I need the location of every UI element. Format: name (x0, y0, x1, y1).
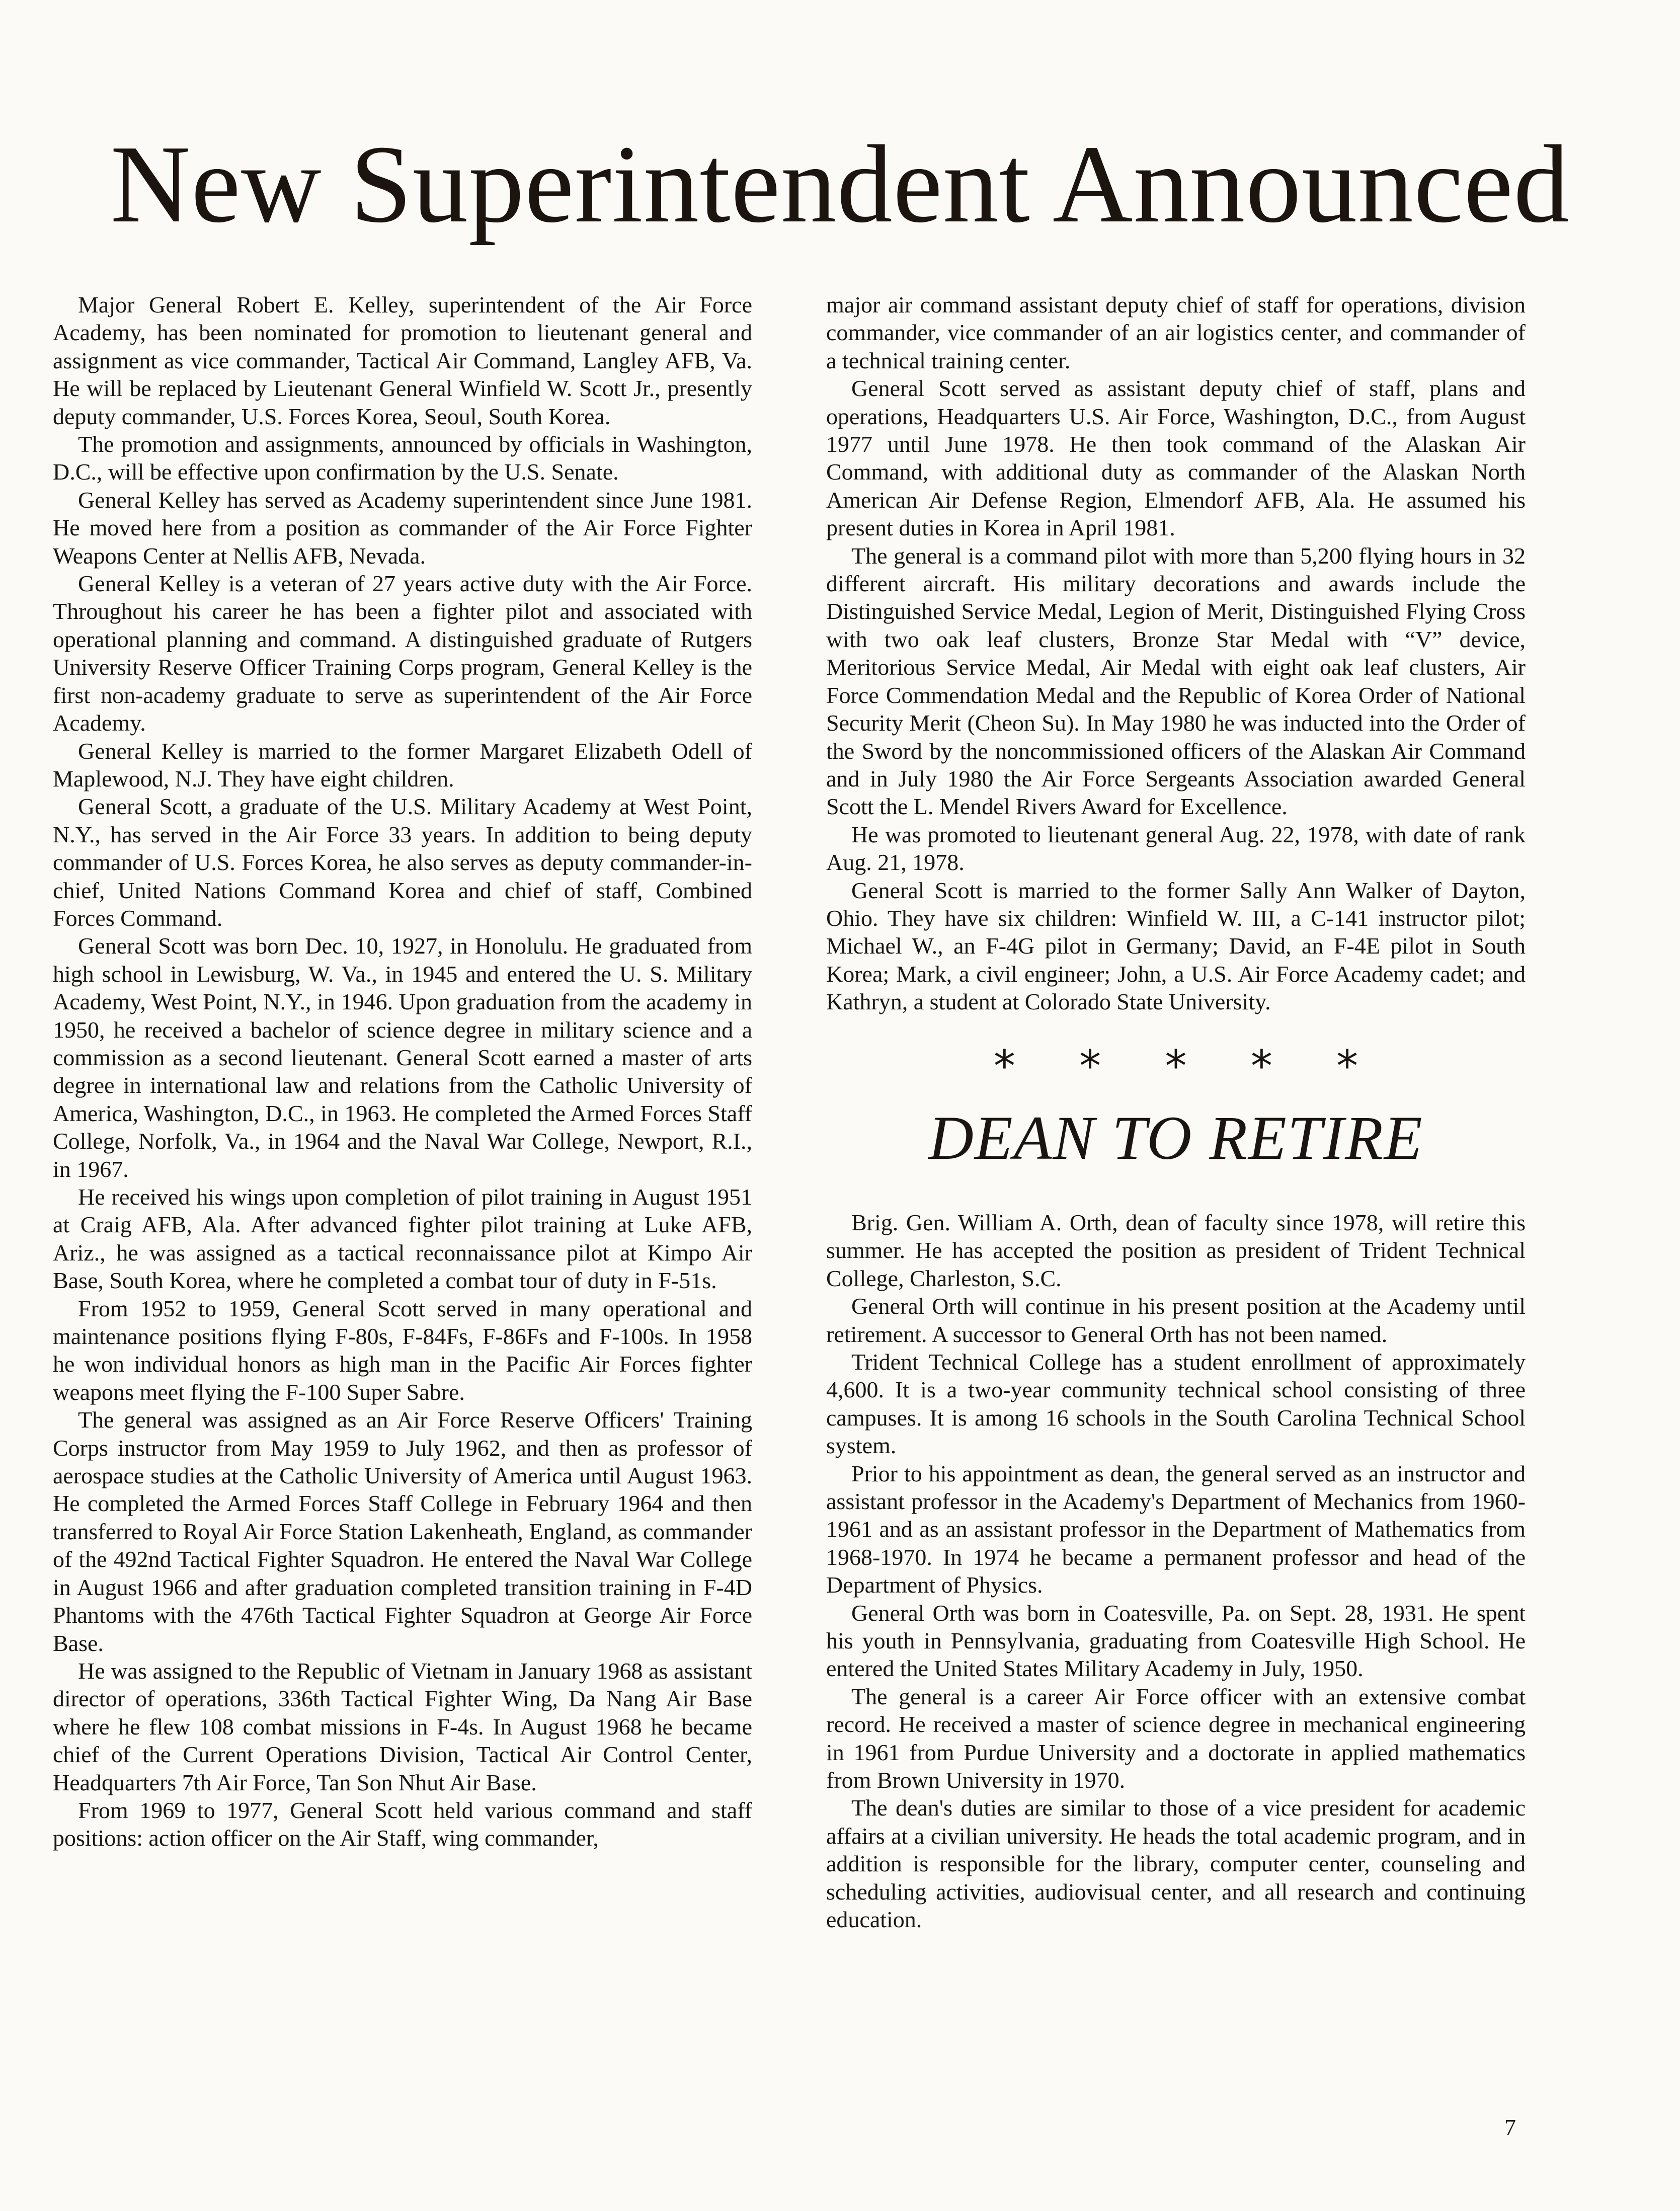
section-heading: DEAN TO RETIRE (928, 1103, 1423, 1172)
article-paragraph: General Scott served as assistant deputy chief of staff, plans and operations, Headquarters U.S. Air Force, Washington, D.C., from August 1977 until June 1978. He then took command of the Alaskan Air Command, with additional duty as commander of the Alaskan North American Air Defense Region, Elmendorf AFB, Ala. He assumed his present duties in Korea in April 1981. (826, 375, 1526, 541)
article-paragraph: From 1952 to 1959, General Scott served in many operational and maintenance positions flying F-80s, F-84Fs, F-86Fs and F-100s. In 1958 he won individual honors as high man in the Pacific Air Forces fighter weapons meet flying the F-100 Super Sabre. (53, 1295, 752, 1405)
dean-article-paragraph: The dean's duties are similar to those of a vice president for academic affairs at a civilian university. He heads the total academic program, and in addition is responsible for the library, computer center, counseling and scheduling activities, audiovisual center, and all research and continuing education. (826, 1795, 1526, 1933)
article-paragraph: The general was assigned as an Air Force Reserve Officers' Training Corps instructor from May 1959 to July 1962, and then as professor of aerospace studies at the Catholic University of America until August 1963. He completed the Armed Forces Staff College in February 1964 and then transferred to Royal Air Force Station Lakenheath, England, as commander of the 492nd Tactical Fighter Squadron. He entered the Naval War College in August 1966 and after graduation completed transition training in F-4D Phantoms with the 476th Tactical Fighter Squadron at George Air Force Base. (53, 1407, 752, 1656)
page-number: 7 (1504, 2114, 1516, 2140)
left-column (53, 291, 752, 1852)
section-separator: * * * * * (993, 1041, 1384, 1091)
right-column (826, 291, 1526, 1934)
dean-article-paragraph: General Orth will continue in his present position at the Academy until retirement. A successor to General Orth has not been named. (826, 1293, 1526, 1347)
page-title: New Superintendent Announced (110, 122, 1570, 246)
article-paragraph: General Scott is married to the former Sally Ann Walker of Dayton, Ohio. They have six children: Winfield W. III, a C-141 instructor pilot; Michael W., an F-4G pilot in Germany; David, an F-4E pilot in South Korea; Mark, a civil engineer; John, a U.S. Air Force Academy cadet; and Kathryn, a student at Colorado State University. (826, 877, 1526, 1015)
article-paragraph: He received his wings upon completion of pilot training in August 1951 at Craig AFB, Ala. After advanced fighter pilot training at Luke AFB, Ariz., he was assigned as a tactical reconnaissance pilot at Kimpo Air Base, South Korea, where he completed a combat tour of duty in F-51s. (53, 1184, 752, 1294)
article-paragraph: The promotion and assignments, announced by officials in Washington, D.C., will be effective upon confirmation by the U.S. Senate. (53, 431, 752, 485)
article-paragraph: He was assigned to the Republic of Vietnam in January 1968 as assistant director of operations, 336th Tactical Fighter Wing, Da Nang Air Base where he flew 108 combat missions in F-4s. In August 1968 he became chief of the Current Operations Division, Tactical Air Control Center, Headquarters 7th Air Force, Tan Son Nhut Air Base. (53, 1657, 752, 1795)
dean-article-paragraph: General Orth was born in Coatesville, Pa. on Sept. 28, 1931. He spent his youth in Pennsylvania, graduating from Coatesville High School. He entered the United States Military Academy in July, 1950. (826, 1600, 1526, 1682)
article-paragraph: He was promoted to lieutenant general Aug. 22, 1978, with date of rank Aug. 21, 1978. (826, 821, 1526, 876)
article-paragraph-continued: major air command assistant deputy chief of staff for operations, division commander, vice commander of an air logistics center, and commander of a technical training center. (826, 292, 1526, 373)
dean-article-paragraph: The general is a career Air Force officer with an extensive combat record. He received a master of science degree in mechanical engineering in 1961 from Purdue University and a doctorate in applied mathematics from Brown University in 1970. (826, 1683, 1526, 1793)
article-paragraph: Major General Robert E. Kelley, superintendent of the Air Force Academy, has been nominated for promotion to lieutenant general and assignment as vice commander, Tactical Air Command, Langley AFB, Va. He will be replaced by Lieutenant General Winfield W. Scott Jr., presently deputy commander, U.S. Forces Korea, Seoul, South Korea. (53, 292, 752, 429)
article-paragraph: General Kelley is married to the former Margaret Elizabeth Odell of Maplewood, N.J. They have eight children. (53, 738, 752, 792)
article-paragraph: From 1969 to 1977, General Scott held various command and staff positions: action officer on the Air Staff, wing commander, (53, 1797, 752, 1851)
article-paragraph: General Scott was born Dec. 10, 1927, in Honolulu. He graduated from high school in Lewisburg, W. Va., in 1945 and entered the U. S. Military Academy, West Point, N.Y., in 1946. Upon graduation from the academy in 1950, he received a bachelor of science degree in military science and a commission as a second lieutenant. General Scott earned a master of arts degree in international law and relations from the Catholic University of America, Washington, D.C., in 1963. He completed the Armed Forces Staff College, Norfolk, Va., in 1964 and the Naval War College, Newport, R.I., in 1967. (53, 933, 752, 1182)
dean-article-paragraph: Prior to his appointment as dean, the general served as an instructor and assistant professor in the Academy's Department of Mechanics from 1960-1961 and as an assistant professor in the Department of Mathematics from 1968-1970. In 1974 he became a permanent professor and head of the Department of Physics. (826, 1460, 1526, 1598)
dean-article-paragraph: Trident Technical College has a student enrollment of approximately 4,600. It is a two-year community technical school consisting of three campuses. It is among 16 schools in the South Carolina Technical School system. (826, 1349, 1526, 1459)
dean-article-paragraph: Brig. Gen. William A. Orth, dean of faculty since 1978, will retire this summer. He has accepted the position as president of Trident Technical College, Charleston, S.C. (826, 1209, 1526, 1291)
article-paragraph: General Kelley has served as Academy superintendent since June 1981. He moved here from a position as commander of the Air Force Fighter Weapons Center at Nellis AFB, Nevada. (53, 487, 752, 569)
article-paragraph: General Scott, a graduate of the U.S. Military Academy at West Point, N.Y., has served in the Air Force 33 years. In addition to being deputy commander of U.S. Forces Korea, he also serves as deputy commander-in-chief, United Nations Command Korea and chief of staff, Combined Forces Command. (53, 794, 752, 931)
article-paragraph: The general is a command pilot with more than 5,200 flying hours in 32 different aircraft. His military decorations and awards include the Distinguished Service Medal, Legion of Merit, Distinguished Flying Cross with two oak leaf clusters, Bronze Star Medal with “V” device, Meritorious Service Medal, Air Medal with eight oak leaf clusters, Air Force Commendation Medal and the Republic of Korea Order of National Security Merit (Cheon Su). In May 1980 he was inducted into the Order of the Sword by the noncommissioned officers of the Alaskan Air Command and in July 1980 the Air Force Sergeants Association awarded General Scott the L. Mendel Rivers Award for Excellence. (826, 542, 1526, 820)
article-paragraph: General Kelley is a veteran of 27 years active duty with the Air Force. Throughout his career he has been a fighter pilot and associated with operational planning and command. A distinguished graduate of Rutgers University Reserve Officer Training Corps program, General Kelley is the first non-academy graduate to serve as superintendent of the Air Force Academy. (53, 571, 752, 736)
